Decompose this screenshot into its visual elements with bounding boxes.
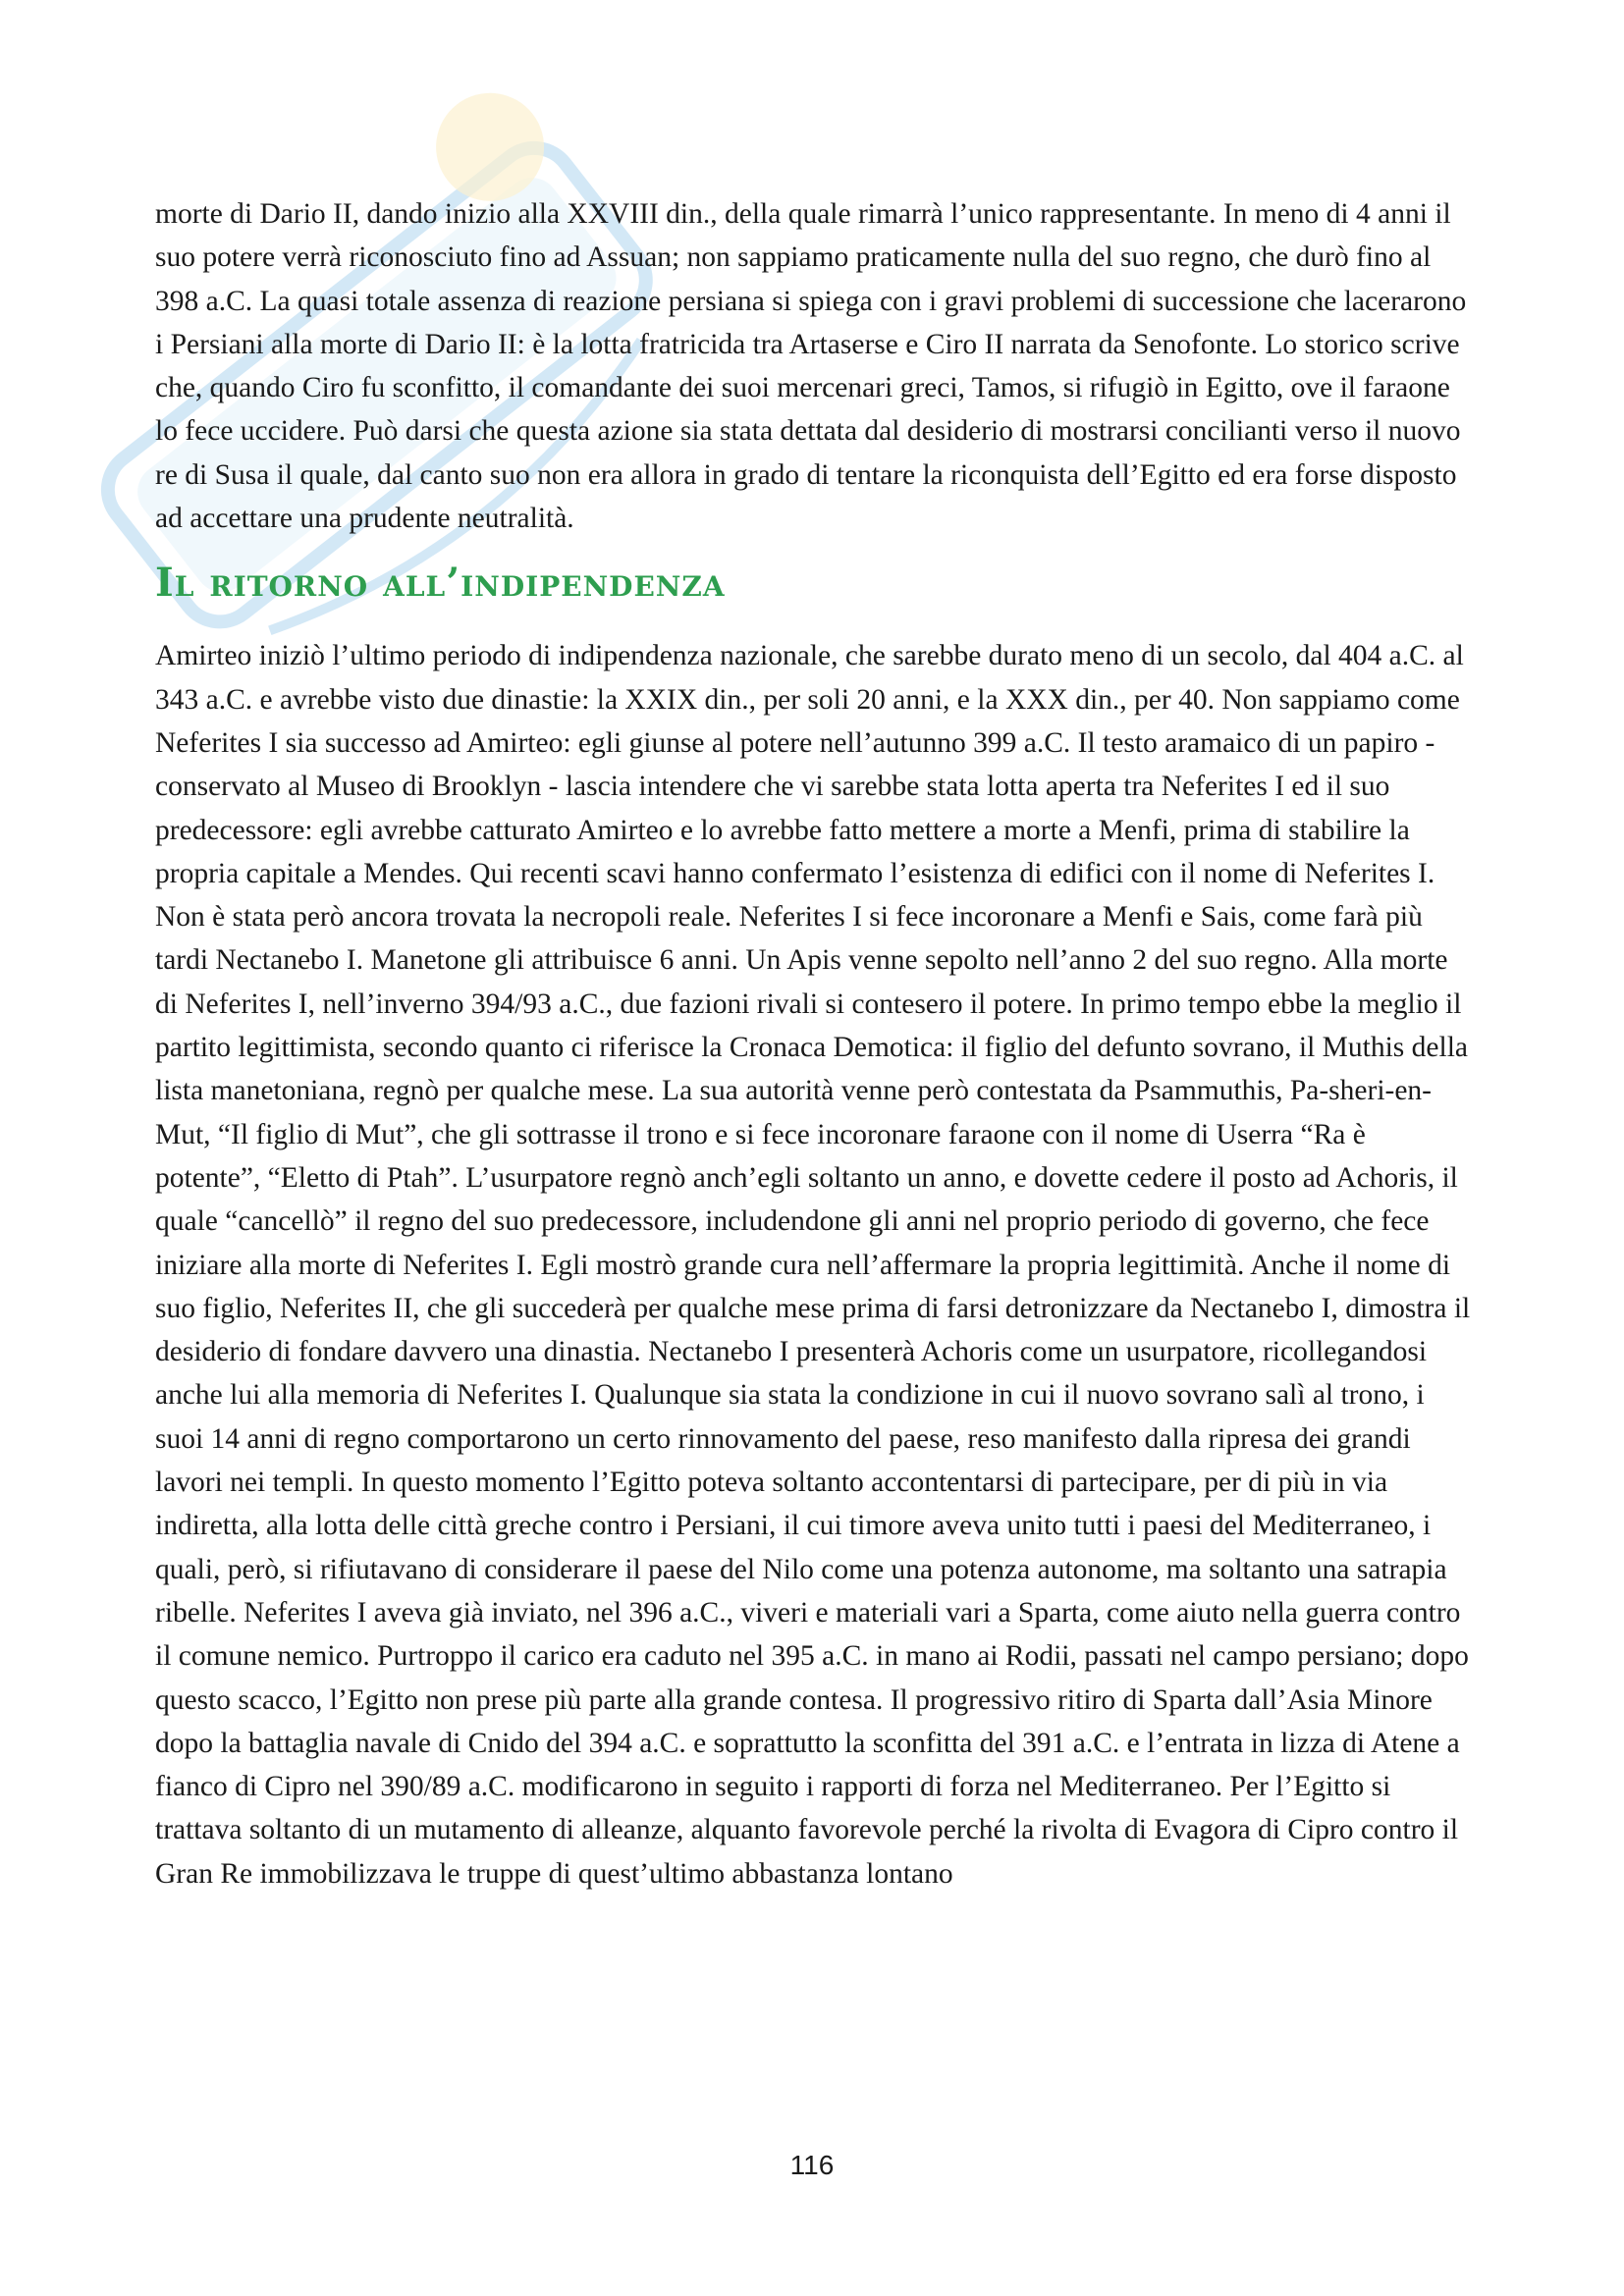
page-number: 116 — [789, 2150, 835, 2180]
document-body — [155, 192, 1471, 1896]
paragraph-main: Amirteo iniziò l’ultimo periodo di indipendenza nazionale, che sarebbe durato meno di un secolo, dal 404 a.C. al 343 a.C. e avrebbe visto due dinastie: la XXIX din., per soli 20 anni, e la XXX din., per 40. Non sappiamo come Neferites I sia successo ad Amirteo: egli giunse al potere nell’autunno 399 a.C. Il testo aramaico di un papiro - conservato al Museo di Brooklyn - lascia intendere che vi sarebbe stata lotta aperta tra Neferites I ed il suo predecessore: egli avrebbe catturato Amirteo e lo avrebbe fatto mettere a morte a Menfi, prima di stabilire la propria capitale a Mendes. Qui recenti scavi hanno confermato l’esistenza di edifici con il nome di Neferites I. Non è stata però ancora trovata la necropoli reale. Neferites I si fece incoronare a Menfi e Sais, come farà più tardi Nectanebo I. Manetone gli attribuisce 6 anni. Un Apis venne sepolto nell’anno 2 del suo regno. Alla morte di Neferites I, nell’inverno 394/93 a.C., due fazioni rivali si contesero il potere. In primo tempo ebbe la meglio il partito legittimista, secondo quanto ci riferisce la Cronaca Demotica: il figlio del defunto sovrano, il Muthis della lista manetoniana, regnò per qualche mese. La sua autorità venne però contestata da Psammuthis, Pa-sheri-en-Mut, “Il figlio di Mut”, che gli sottrasse il trono e si fece incoronare faraone con il nome di Userra “Ra è potente”, “Eletto di Ptah”. L’usurpatore regnò anch’egli soltanto un anno, e dovette cedere il posto ad Achoris, il quale “cancellò” il regno del suo predecessore, includendone gli anni nel proprio periodo di governo, che fece iniziare alla morte di Neferites I. Egli mostrò grande cura nell’affermare la propria legittimità. Anche il nome di suo figlio, Neferites II, che gli succederà per qualche mese prima di farsi detronizzare da Nectanebo I, dimostra il desiderio di fondare davvero una dinastia. Nectanebo I presenterà Achoris come un usurpatore, ricollegandosi anche lui alla memoria di Neferites I. Qualunque sia stata la condizione in cui il nuovo sovrano salì al trono, i suoi 14 anni di regno comportarono un certo rinnovamento del paese, reso manifesto dalla ripresa dei grandi lavori nei templi. In questo momento l’Egitto poteva soltanto accontentarsi di partecipare, per di più in via indiretta, alla lotta delle città greche contro i Persiani, il cui timore aveva unito tutti i paesi del Mediterraneo, i quali, però, si rifiutavano di considerare il paese del Nilo come una potenza autonome, ma soltanto una satrapia ribelle. Neferites I aveva già inviato, nel 396 a.C., viveri e materiali vari a Sparta, come aiuto nella guerra contro il comune nemico. Purtroppo il carico era caduto nel 395 a.C. in mano ai Rodii, passati nel campo persiano; dopo questo scacco, l’Egitto non prese più parte alla grande contesa. Il progressivo ritiro di Sparta dall’Asia Minore dopo la battaglia navale di Cnido del 394 a.C. e soprattutto la sconfitta del 391 a.C. e l’entrata in lizza di Atene a fianco di Cipro nel 390/89 a.C. modificarono in seguito i rapporti di forza nel Mediterraneo. Per l’Egitto si trattava soltanto di un mutamento di alleanze, alquanto favorevole perché la rivolta di Evagora di Cipro contro il Gran Re immobilizzava le truppe di quest’ultimo abbastanza lontano — [155, 640, 1471, 1890]
section-heading: Il ritorno all’indipendenza — [155, 560, 726, 607]
paragraph-intro: morte di Dario II, dando inizio alla XXVIII din., della quale rimarrà l’unico rappresentante. In meno di 4 anni il suo potere verrà riconosciuto fino ad Assuan; non sappiamo praticamente nulla del suo regno, che durò fino al 398 a.C. La quasi totale assenza di reazione persiana si spiega con i gravi problemi di successione che lacerarono i Persiani alla morte di Dario II: è la lotta fratricida tra Artaserse e Ciro II narrata da Senofonte. Lo storico scrive che, quando Ciro fu sconfitto, il comandante dei suoi mercenari greci, Tamos, si rifugiò in Egitto, ove il faraone lo fece uccidere. Può darsi che questa azione sia stata dettata dal desiderio di mostrarsi concilianti verso il nuovo re di Susa il quale, dal canto suo non era allora in grado di tentare la riconquista dell’Egitto ed era forse disposto ad accettare una prudente neutralità. — [155, 198, 1467, 535]
